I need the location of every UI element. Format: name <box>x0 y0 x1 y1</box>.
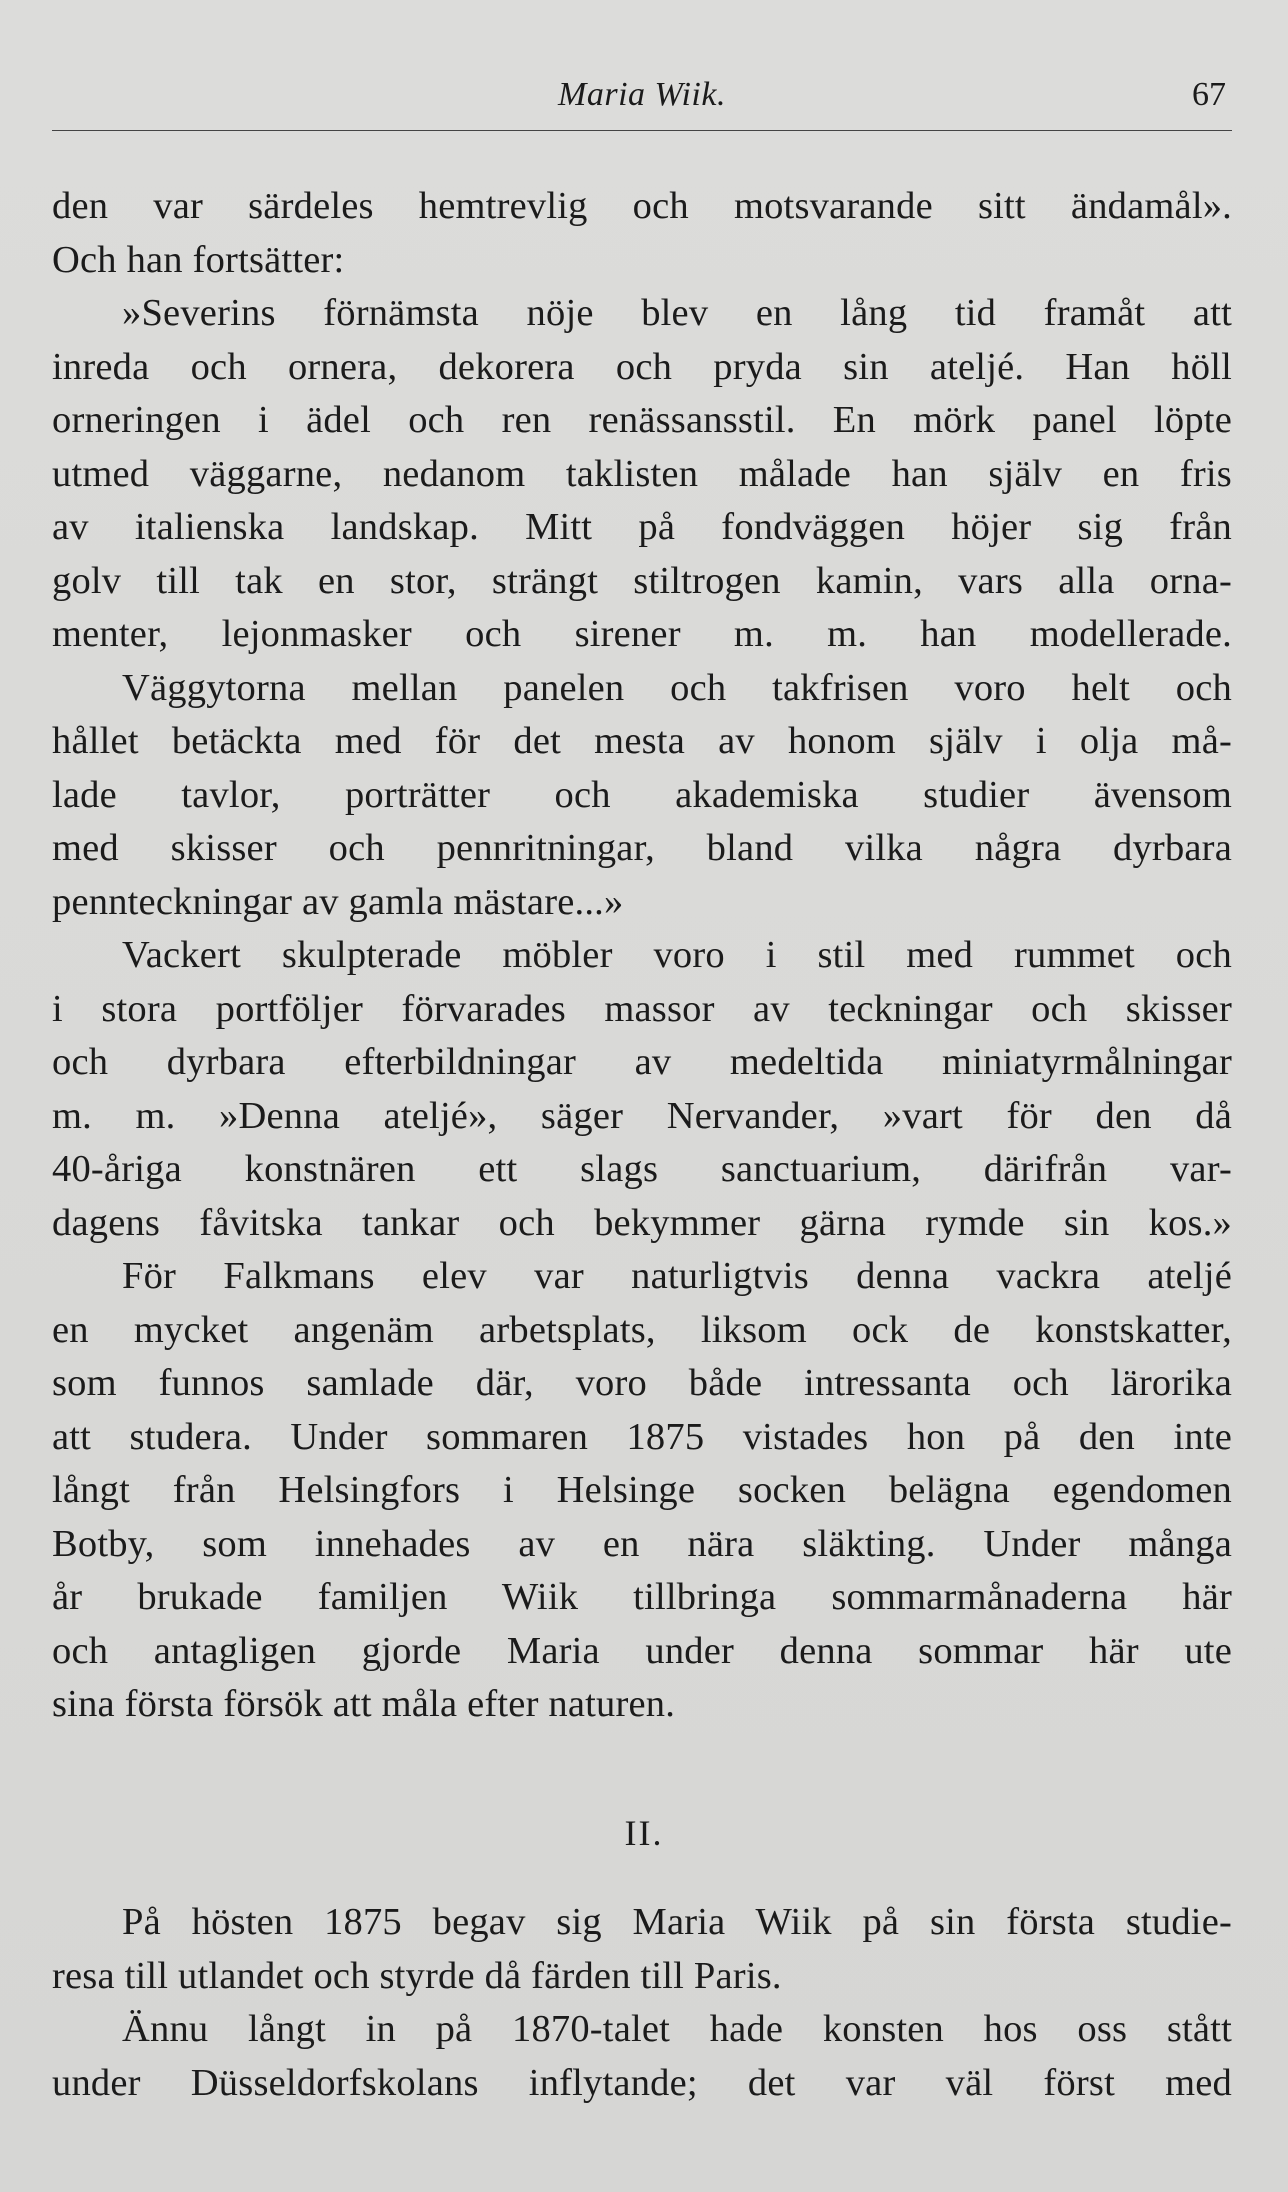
text-line: Ännu långt in på 1870-talet hade konsten hos oss stått <box>122 2008 1232 2050</box>
text-line: med skisser och pennritningar, bland vilka några dyrbara <box>52 827 1232 869</box>
text-line: och antagligen gjorde Maria under denna sommar här ute <box>52 1629 1232 1672</box>
body-text-top <box>52 180 1232 1732</box>
text-line: pennteckningar av gamla mästare...» <box>52 880 624 923</box>
text-line: hållet betäckta med för det mesta av honom själv i olja må- <box>52 720 1232 762</box>
text-line: menter, lejonmasker och sirener m. m. han modellerade. <box>52 613 1232 655</box>
text-line: Botby, som innehades av en nära släkting. Under många <box>52 1522 1232 1565</box>
text-line: i stora portföljer förvarades massor av teckningar och skisser <box>52 987 1232 1030</box>
body-text-bottom <box>52 1896 1232 2110</box>
text-line: under Düsseldorfskolans inflytande; det var väl först med <box>52 2061 1232 2104</box>
text-line: »Severins förnämsta nöje blev en lång tid framåt att <box>122 292 1232 334</box>
text-line: av italienska landskap. Mitt på fondväggen höjer sig från <box>52 506 1232 548</box>
text-line: Och han fortsätter: <box>52 238 345 281</box>
text-line: På hösten 1875 begav sig Maria Wiik på sin första studie- <box>122 1901 1232 1943</box>
text-line: inreda och ornera, dekorera och pryda sin ateljé. Han höll <box>52 345 1232 388</box>
text-line: långt från Helsingfors i Helsinge socken belägna egendomen <box>52 1469 1232 1511</box>
text-line: att studera. Under sommaren 1875 vistades hon på den inte <box>52 1415 1232 1458</box>
text-line: Väggytorna mellan panelen och takfrisen voro helt och <box>122 666 1232 709</box>
text-line: dagens fåvitska tankar och bekymmer gärna rymde sin kos.» <box>52 1201 1232 1244</box>
text-line: resa till utlandet och styrde då färden till Paris. <box>52 1954 782 1997</box>
running-title: Maria Wiik. <box>558 76 726 113</box>
section-heading: II. <box>624 1813 664 1853</box>
text-line: 40-åriga konstnären ett slags sanctuarium, därifrån var- <box>52 1148 1232 1190</box>
text-line: golv till tak en stor, strängt stiltrogen kamin, vars alla orna- <box>52 559 1232 602</box>
text-line: För Falkmans elev var naturligtvis denna vackra ateljé <box>122 1255 1232 1297</box>
text-line: år brukade familjen Wiik tillbringa sommarmånaderna här <box>52 1576 1232 1618</box>
text-line: lade tavlor, porträtter och akademiska studier ävensom <box>52 773 1232 816</box>
text-line: utmed väggarne, nedanom taklisten målade han själv en fris <box>52 452 1232 495</box>
text-line: orneringen i ädel och ren renässansstil. En mörk panel löpte <box>52 399 1232 441</box>
text-line: som funnos samlade där, voro både intressanta och lärorika <box>52 1362 1232 1404</box>
text-line: en mycket angenäm arbetsplats, liksom ock de konstskatter, <box>52 1308 1232 1351</box>
text-line: sina första försök att måla efter naturen. <box>52 1683 676 1725</box>
text-line: Vackert skulpterade möbler voro i stil med rummet och <box>122 934 1232 976</box>
text-line: och dyrbara efterbildningar av medeltida miniatyrmålningar <box>52 1041 1232 1083</box>
page-header <box>52 72 1232 131</box>
text-line: den var särdeles hemtrevlig och motsvarande sitt ändamål». <box>52 185 1232 227</box>
text-line: m. m. »Denna ateljé», säger Nervander, »vart för den då <box>52 1094 1232 1137</box>
page-number: 67 <box>1192 76 1226 113</box>
